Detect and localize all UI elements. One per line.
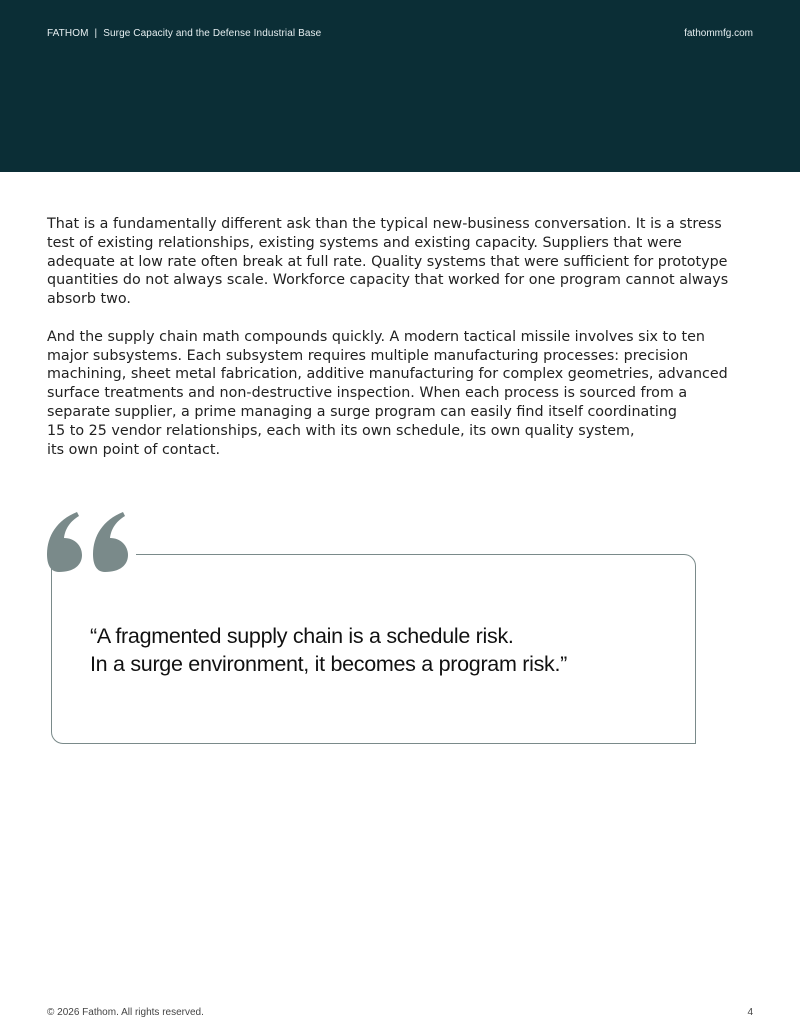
paragraph — [47, 215, 759, 309]
quote-line: “A fragmented supply chain is a schedule risk. — [90, 624, 514, 648]
website-link[interactable]: fathommfg.com — [684, 28, 753, 39]
brand-name: FATHOM — [47, 28, 89, 39]
header-band — [0, 0, 800, 172]
text-line: its own point of contact. — [47, 441, 220, 458]
text-line: That is a fundamentally different ask than the typical new-business conversation. It is a stress — [47, 216, 722, 232]
text-line: machining, sheet metal fabrication, additive manufacturing for complex geometries, advanced — [47, 366, 728, 383]
copyright-notice: © 2026 Fathom. All rights reserved. — [47, 1007, 204, 1018]
text-line: adequate at low rate often break at full rate. Quality systems that were sufficient for prototype — [47, 253, 728, 270]
header-title — [47, 28, 321, 39]
quote-line: In a surge environment, it becomes a program risk.” — [90, 652, 568, 676]
text-line: And the supply chain math compounds quickly. A modern tactical missile involves six to ten — [47, 328, 705, 345]
text-line: test of existing relationships, existing systems and existing capacity. Suppliers that were — [47, 234, 682, 251]
pull-quote-text — [90, 622, 680, 678]
header-separator: | — [94, 28, 98, 39]
text-line: major subsystems. Each subsystem requires multiple manufacturing processes: precision — [47, 347, 689, 364]
paragraph — [47, 328, 759, 460]
body-text — [47, 215, 759, 478]
text-line: quantities do not always scale. Workforce capacity that worked for one program cannot always — [47, 272, 729, 289]
page-number: 4 — [747, 1007, 753, 1018]
text-line: surface treatments and non-destructive inspection. When each process is sourced from a — [47, 385, 688, 402]
text-line: 15 to 25 vendor relationships, each with its own schedule, its own quality system, — [47, 422, 635, 439]
text-line: separate supplier, a prime managing a surge program can easily find itself coordinating — [47, 403, 678, 420]
text-line: absorb two. — [47, 291, 131, 308]
quotation-mark-icon — [44, 510, 134, 572]
document-title: Surge Capacity and the Defense Industrial Base — [103, 28, 322, 39]
